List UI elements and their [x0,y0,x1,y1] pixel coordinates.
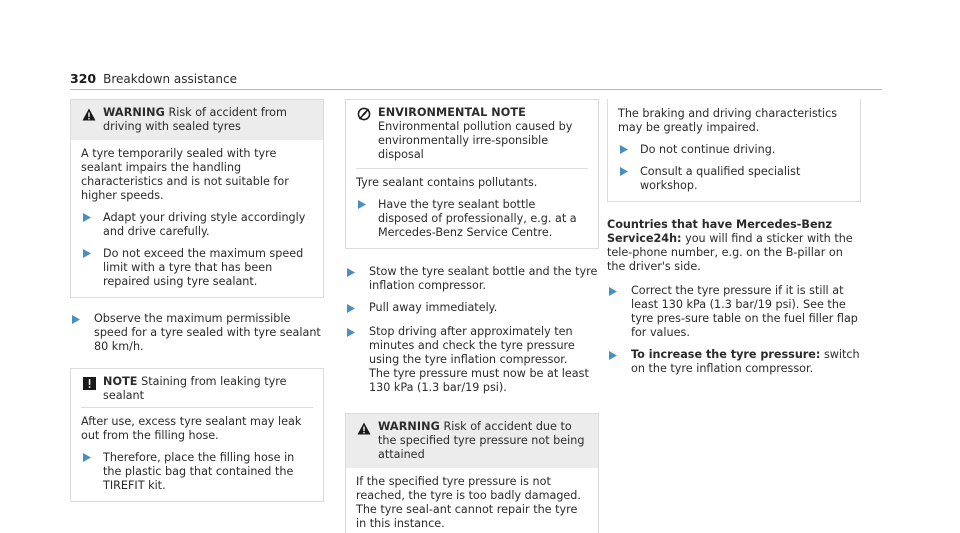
note-header [71,369,323,407]
countries-paragraph [607,218,861,274]
environment-header [346,100,598,168]
note-paragraph: After use, excess tyre sealant may leak out from the filling hose. [81,415,302,442]
list-item-text: Observe the maximum permissible speed for a tyre sealed with tyre sealant 80 km/h. [94,312,321,353]
warning-box-driving [70,99,324,298]
arrow-right-icon [72,312,82,354]
arrow-right-icon [81,247,91,289]
note-text: Staining from leaking tyre sealant [103,375,287,402]
warning-box-continued [607,99,861,202]
environment-box [345,99,599,249]
environment-title [378,106,588,162]
list-item-text: Stop driving after approximately ten minutes and check the tyre pressure using the tyre inflation compressor. The tyre pressure must now be at least 130 kPa (1.3 bar/19 psi). [369,325,589,394]
exclamation-square-icon [81,375,97,391]
arrow-right-icon [618,165,628,193]
increase-title: To increase the tyre pressure: [631,348,821,361]
arrow-right-icon [356,198,366,240]
list-item [607,348,861,376]
list-item-text: Do not exceed the maximum speed limit with a tyre that has been repaired using tyre sealant. [103,247,304,288]
arrow-right-icon [618,143,628,157]
note-title [103,375,313,403]
warning-paragraph: The braking and driving characteristics may be greatly impaired. [618,107,838,134]
list-item [345,325,599,395]
warning-header [71,100,323,140]
countries-text: you will find a sticker with the tele-phone number, e.g. on the B-pillar on the driver's side. [607,232,853,273]
list-item-text: Stow the tyre sealant bottle and the tyre inflation compressor. [369,265,598,292]
warning-body [346,468,598,533]
warning-triangle-icon [356,420,372,436]
warning-body [71,140,323,297]
list-item-text: Pull away immediately. [369,301,498,314]
list-item [618,143,850,157]
countries-title: Countries that have Mercedes-Benz Service24h: [607,218,833,245]
environment-body [346,169,598,248]
arrow-right-icon [347,301,357,317]
list-item-text: Consult a qualified specialist workshop. [640,165,801,192]
list-item-text: Adapt your driving style accordingly and drive carefully. [103,211,306,238]
warning-paragraph: A tyre temporarily sealed with tyre sealant impairs the handling characteristics and is not suitable for higher speeds. [81,147,289,202]
list-item-text: Correct the tyre pressure if it is still at least 130 kPa (1.3 bar/19 psi). See the tyre pres-sure table on the fuel filler flap for values. [631,284,858,339]
warning-box-pressure [345,413,599,533]
list-item-text [631,348,861,376]
environment-icon [356,106,372,122]
list-item [81,211,313,239]
arrow-right-icon [81,211,91,239]
warning-title [378,420,588,462]
column-1 [70,99,324,502]
arrow-right-icon [81,451,91,493]
list-item [81,247,313,289]
environment-paragraph: Tyre sealant contains pollutants. [356,176,538,189]
note-body [71,408,323,501]
list-item [618,165,850,193]
environment-label: ENVIRONMENTAL NOTE [378,106,526,119]
column-2 [345,99,599,533]
arrow-right-icon [347,325,357,395]
warning-paragraph: If the specified tyre pressure is not reached, the tyre is too badly damaged. The tyre seal-ant cannot repair the tyre in this instance. [356,475,581,530]
section-title: Breakdown assistance [103,72,237,86]
column-3 [607,99,861,376]
warning-text: Risk of accident due to the specified tyre pressure not being attained [378,420,585,461]
increase-text: switch on the tyre inflation compressor. [631,348,860,375]
header-divider [70,89,882,90]
list-item [345,265,599,293]
list-item [81,451,313,493]
warning-label: WARNING [103,106,165,119]
list-item-text: Therefore, place the filling hose in the plastic bag that contained the TIREFIT kit. [103,451,295,492]
environment-text: Environmental pollution caused by environmentally irre-sponsible disposal [378,120,573,161]
warning-body-continued [608,99,860,201]
warning-text: Risk of accident from driving with sealed tyres [103,106,287,133]
list-item [70,312,324,354]
warning-title [103,106,313,134]
warning-header [346,414,598,468]
warning-label: WARNING [378,420,440,433]
list-item [356,198,588,240]
page-header [70,72,237,86]
note-box [70,368,324,502]
list-item-text: Have the tyre sealant bottle disposed of professionally, e.g. at a Mercedes-Benz Service Centre. [378,198,577,239]
list-item [607,284,861,340]
page-number: 320 [70,71,97,86]
arrow-right-icon [609,348,619,376]
arrow-right-icon [347,265,357,293]
list-item [345,301,599,317]
warning-triangle-icon [81,106,97,122]
note-label: NOTE [103,375,138,388]
arrow-right-icon [609,284,619,340]
list-item-text: Do not continue driving. [640,143,776,156]
